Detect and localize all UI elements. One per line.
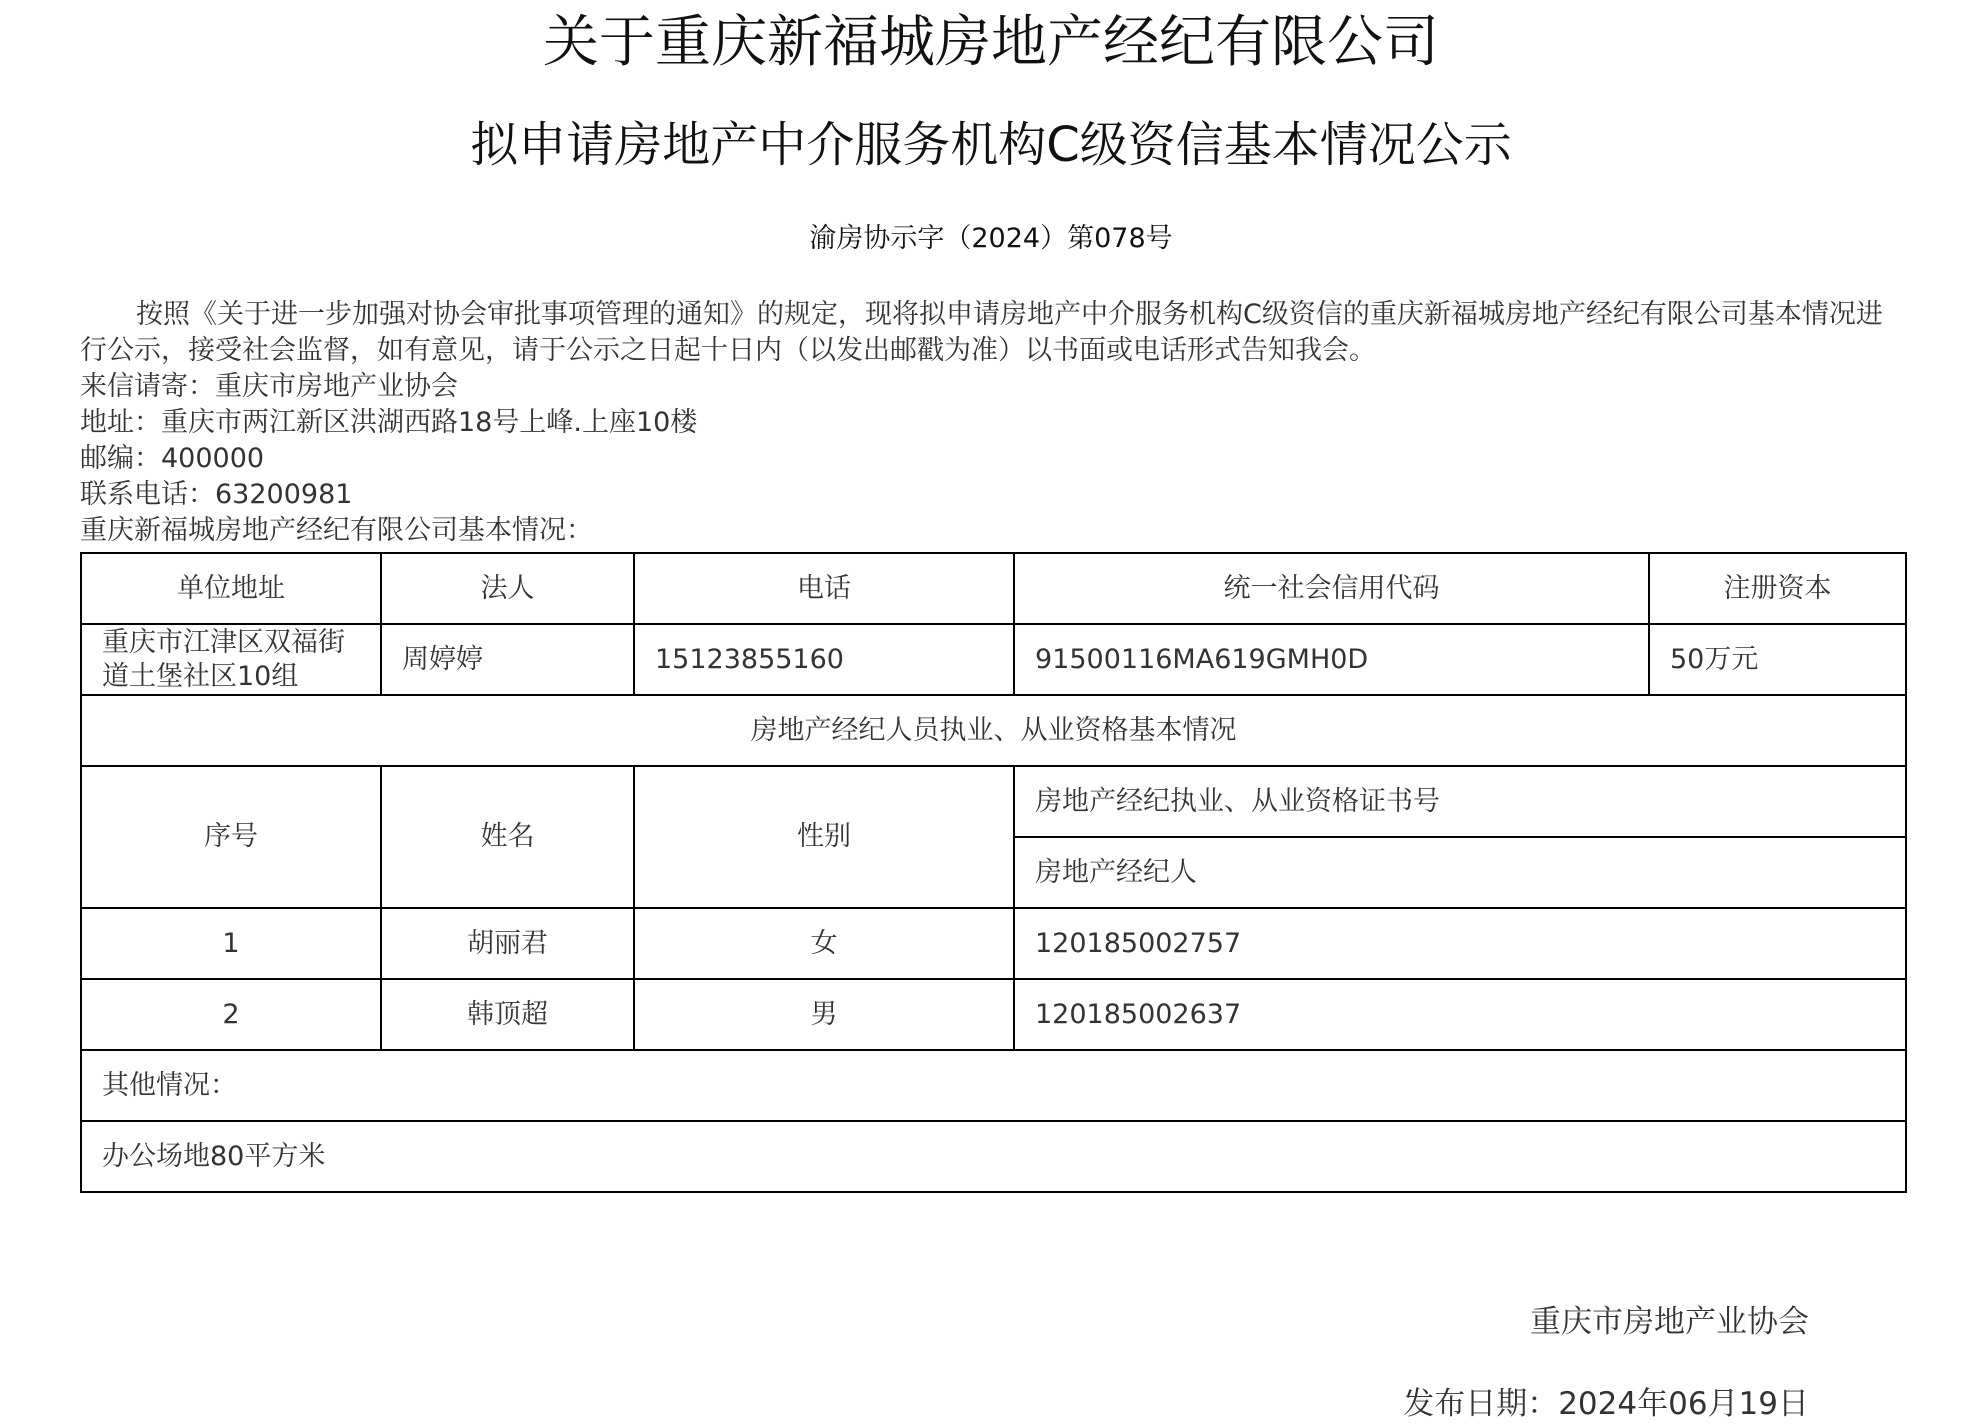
header-cert-title: 房地产经纪执业、从业资格证书号 — [1014, 766, 1906, 837]
staff-cert: 120185002637 — [1014, 979, 1906, 1050]
company-legal-person: 周婷婷 — [381, 624, 634, 695]
header-legal-person: 法人 — [381, 553, 634, 624]
header-cert-sub: 房地产经纪人 — [1014, 837, 1906, 908]
table-row — [81, 979, 1906, 1050]
header-gender: 性别 — [634, 766, 1014, 908]
phone-line: 联系电话：63200981 — [80, 479, 353, 510]
footer-organization: 重庆市房地产业协会 — [1530, 1304, 1809, 1340]
staff-gender: 女 — [634, 908, 1014, 979]
staff-cert: 120185002757 — [1014, 908, 1906, 979]
header-name: 姓名 — [381, 766, 634, 908]
staff-index: 2 — [81, 979, 381, 1050]
other-label: 其他情况： — [81, 1050, 1906, 1121]
notice-paragraph: 按照《关于进一步加强对协会审批事项管理的通知》的规定，现将拟申请房地产中介服务机构C级资信的重庆新福城房地产经纪有限公司基本情况进行公示，接受社会监督，如有意见，请于公示之日起十日内（以发出邮戳为准）以书面或电话形式告知我会。 — [80, 299, 1883, 366]
section-title-row — [81, 695, 1906, 766]
staff-header-row — [81, 766, 1906, 837]
page-title: 关于重庆新福城房地产经纪有限公司 — [543, 10, 1439, 75]
header-address: 单位地址 — [81, 553, 381, 624]
company-data-row — [81, 624, 1906, 695]
mail-to-line: 来信请寄：重庆市房地产业协会 — [80, 371, 458, 402]
staff-section-title: 房地产经纪人员执业、从业资格基本情况 — [81, 695, 1906, 766]
staff-index: 1 — [81, 908, 381, 979]
header-credit-code: 统一社会信用代码 — [1014, 553, 1649, 624]
address-line: 地址：重庆市两江新区洪湖西路18号上峰.上座10楼 — [80, 407, 698, 438]
staff-name: 胡丽君 — [381, 908, 634, 979]
table-caption: 重庆新福城房地产经纪有限公司基本情况： — [80, 515, 593, 546]
staff-gender: 男 — [634, 979, 1014, 1050]
postcode-line: 邮编：400000 — [80, 443, 265, 474]
header-capital: 注册资本 — [1649, 553, 1906, 624]
other-value: 办公场地80平方米 — [81, 1121, 1906, 1192]
company-capital: 50万元 — [1649, 624, 1906, 695]
header-phone: 电话 — [634, 553, 1014, 624]
publish-date: 发布日期：2024年06月19日 — [1403, 1386, 1809, 1422]
company-address: 重庆市江津区双福街道土堡社区10组 — [81, 624, 381, 695]
company-phone: 15123855160 — [634, 624, 1014, 695]
table-row — [81, 908, 1906, 979]
header-index: 序号 — [81, 766, 381, 908]
staff-name: 韩顶超 — [381, 979, 634, 1050]
other-label-row — [81, 1050, 1906, 1121]
company-credit-code: 91500116MA619GMH0D — [1014, 624, 1649, 695]
document-number: 渝房协示字（2024）第078号 — [809, 223, 1173, 254]
company-header-row — [81, 553, 1906, 624]
other-value-row — [81, 1121, 1906, 1192]
page-subtitle: 拟申请房地产中介服务机构C级资信基本情况公示 — [470, 117, 1512, 173]
company-info-table — [80, 552, 1907, 1193]
